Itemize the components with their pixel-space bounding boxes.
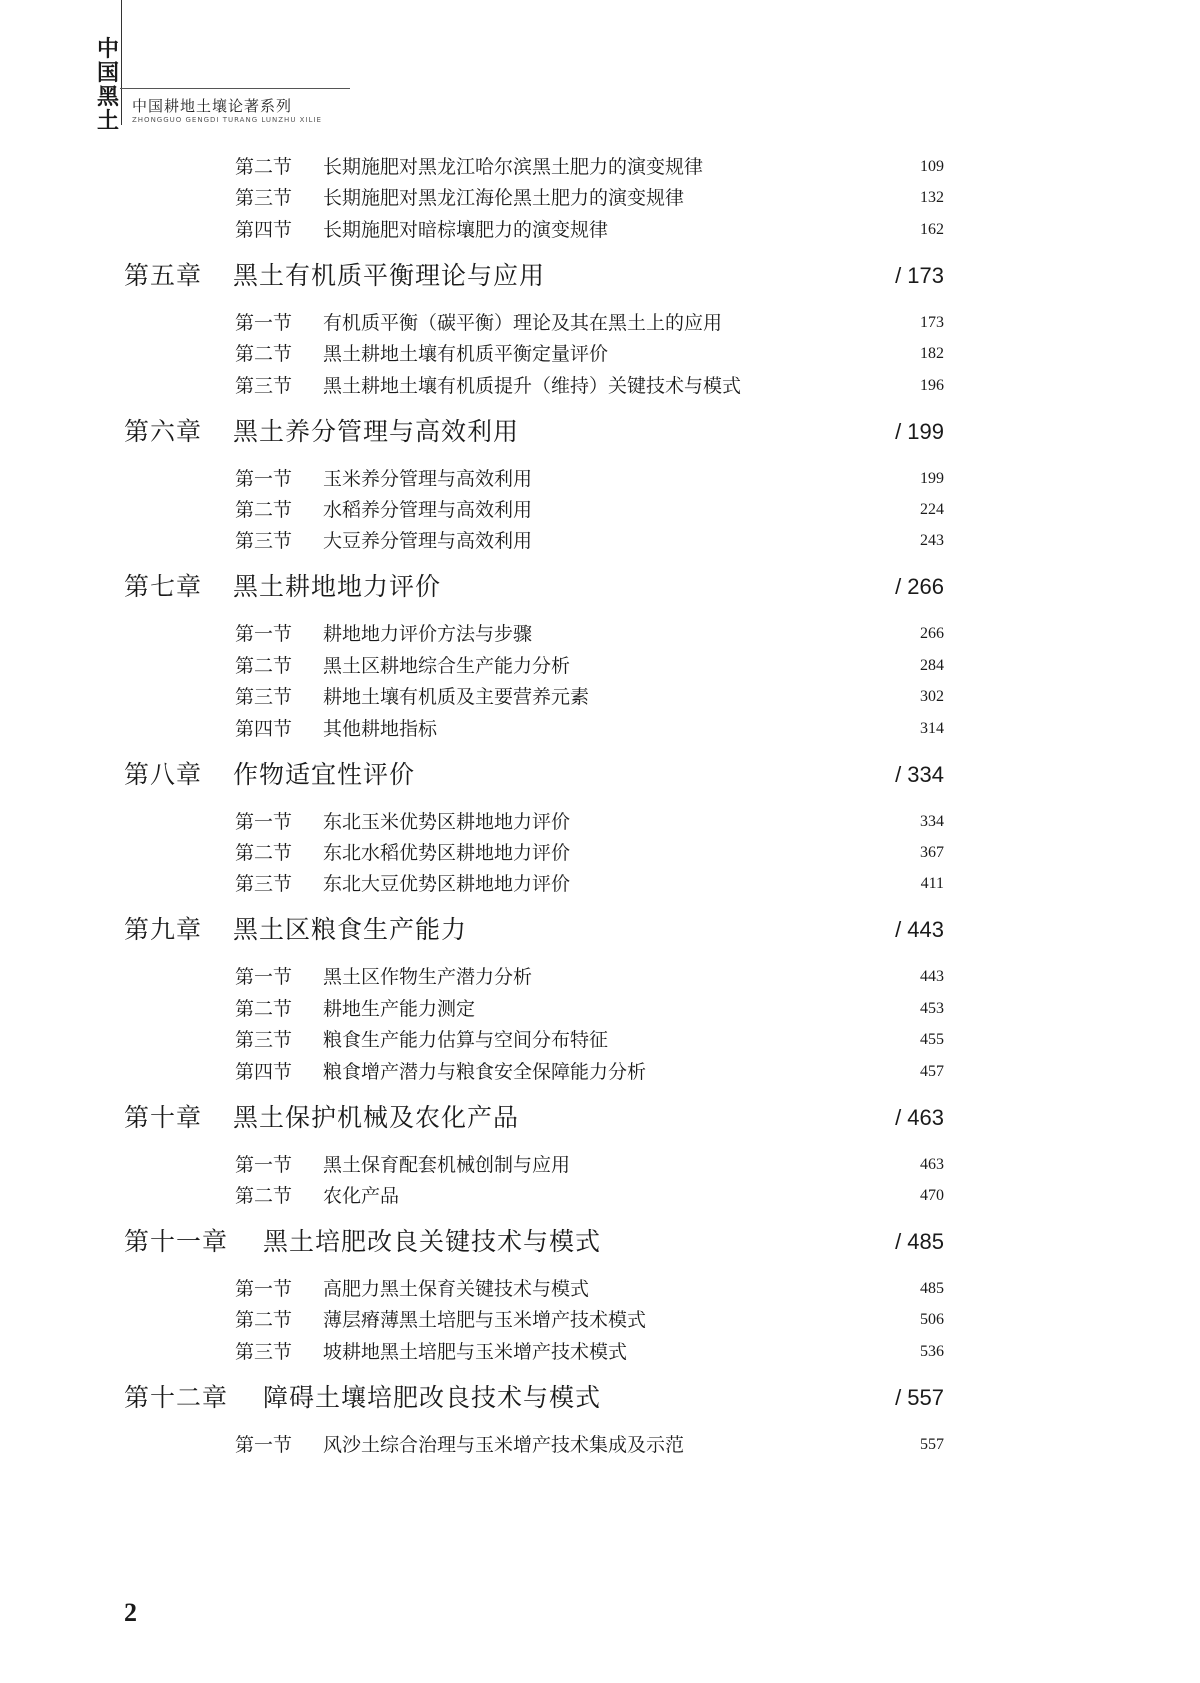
section-page-number: 367 <box>920 844 944 861</box>
section-title: 黑土耕地土壤有机质提升（维持）关键技术与模式 <box>323 374 742 397</box>
running-header <box>0 0 1200 134</box>
section-title: 粮食生产能力估算与空间分布特征 <box>323 1029 609 1052</box>
section-title: 其他耕地指标 <box>323 717 438 740</box>
series-vertical-title: 中国黑土 <box>96 37 119 134</box>
section-page-number: 455 <box>920 1031 944 1049</box>
chapter-number: 第十章 <box>124 1102 203 1132</box>
section-title: 黑土区作物生产潜力分析 <box>323 966 533 989</box>
section-number: 第二节 <box>235 156 293 178</box>
section-page-number: 109 <box>920 158 944 175</box>
section-title: 农化产品 <box>323 1185 400 1207</box>
series-pinyin: ZHONGGUO GENGDI TURANG LUNZHU XILIE <box>132 116 322 124</box>
section-title: 水稻养分管理与高效利用 <box>323 499 533 521</box>
chapter-page-number: / 266 <box>895 574 944 600</box>
section-page-number: 243 <box>920 532 944 550</box>
section-page-number: 196 <box>920 376 944 394</box>
section-title: 长期施肥对暗棕壤肥力的演变规律 <box>323 218 609 241</box>
section-title: 玉米养分管理与高效利用 <box>323 467 533 490</box>
section-number: 第三节 <box>235 530 293 553</box>
section-page-number: 506 <box>920 1311 944 1329</box>
section-title: 东北水稻优势区耕地地力评价 <box>323 842 571 864</box>
section-title: 东北大豆优势区耕地地力评价 <box>323 873 571 896</box>
section-page-number: 314 <box>920 719 944 737</box>
section-number: 第二节 <box>235 997 293 1020</box>
section-number: 第一节 <box>235 623 293 646</box>
section-title: 黑土区耕地综合生产能力分析 <box>323 654 571 677</box>
section-number: 第三节 <box>235 1340 293 1363</box>
chapter-number: 第十一章 <box>124 1227 229 1256</box>
section-number: 第二节 <box>235 654 293 677</box>
section-number: 第一节 <box>235 1278 293 1300</box>
series-title: 中国耕地土壤论著系列 <box>132 97 293 115</box>
section-number: 第二节 <box>235 1185 293 1207</box>
section-number: 第一节 <box>235 1153 293 1176</box>
section-page-number: 182 <box>920 345 944 363</box>
section-page-number: 266 <box>920 625 944 643</box>
section-page-number: 162 <box>920 220 944 238</box>
chapter-page-number: / 199 <box>895 418 944 444</box>
chapter-number: 第九章 <box>124 915 203 945</box>
chapter-title: 障碍土壤培肥改良技术与模式 <box>263 1382 602 1412</box>
page-number: 2 <box>124 1598 137 1627</box>
section-title: 薄层瘠薄黑土培肥与玉米增产技术模式 <box>323 1309 647 1332</box>
section-title: 长期施肥对黑龙江哈尔滨黑土肥力的演变规律 <box>323 156 704 178</box>
section-number: 第一节 <box>235 467 293 490</box>
chapter-title: 黑土保护机械及农化产品 <box>233 1102 520 1132</box>
chapter-title: 黑土耕地地力评价 <box>233 572 442 602</box>
chapter-title: 作物适宜性评价 <box>233 759 416 789</box>
section-page-number: 557 <box>920 1435 944 1453</box>
section-title: 风沙土综合治理与玉米增产技术集成及示范 <box>323 1433 685 1456</box>
section-number: 第四节 <box>235 717 293 740</box>
section-title: 耕地土壤有机质及主要营养元素 <box>323 686 590 709</box>
section-page-number: 457 <box>920 1062 944 1080</box>
section-page-number: 284 <box>920 656 944 674</box>
chapter-page-number: / 334 <box>895 761 944 787</box>
section-title: 大豆养分管理与高效利用 <box>323 530 533 553</box>
section-number: 第三节 <box>235 187 293 210</box>
section-number: 第二节 <box>235 499 293 521</box>
section-number: 第三节 <box>235 1029 293 1052</box>
section-page-number: 463 <box>920 1155 944 1173</box>
section-number: 第三节 <box>235 873 293 896</box>
section-page-number: 224 <box>920 501 944 518</box>
section-title: 东北玉米优势区耕地地力评价 <box>323 810 571 833</box>
section-title: 粮食增产潜力与粮食安全保障能力分析 <box>323 1060 647 1083</box>
chapter-number: 第六章 <box>124 416 203 446</box>
chapter-title: 黑土区粮食生产能力 <box>233 915 468 945</box>
chapter-title: 黑土培肥改良关键技术与模式 <box>263 1227 602 1256</box>
section-page-number: 302 <box>920 688 944 706</box>
section-number: 第一节 <box>235 966 293 989</box>
section-title: 黑土耕地土壤有机质平衡定量评价 <box>323 343 609 366</box>
chapter-title: 黑土有机质平衡理论与应用 <box>233 260 546 290</box>
chapter-number: 第十二章 <box>124 1382 229 1412</box>
chapter-number: 第七章 <box>124 572 203 602</box>
section-title: 坡耕地黑土培肥与玉米增产技术模式 <box>323 1340 628 1363</box>
chapter-page-number: / 463 <box>895 1104 944 1130</box>
section-title: 耕地地力评价方法与步骤 <box>323 623 533 646</box>
section-title: 耕地生产能力测定 <box>323 997 476 1020</box>
section-number: 第一节 <box>235 810 293 833</box>
chapter-page-number: / 557 <box>895 1384 944 1410</box>
chapter-page-number: / 443 <box>895 917 944 943</box>
section-title: 高肥力黑土保育关键技术与模式 <box>323 1278 590 1300</box>
header-vertical-rule <box>121 0 122 125</box>
section-page-number: 199 <box>920 469 944 487</box>
section-number: 第三节 <box>235 686 293 709</box>
header-horizontal-rule <box>120 88 350 89</box>
section-number: 第二节 <box>235 842 293 864</box>
section-number: 第一节 <box>235 311 293 334</box>
section-page-number: 411 <box>920 875 944 893</box>
chapter-page-number: / 173 <box>895 262 944 288</box>
chapter-number: 第八章 <box>124 759 203 789</box>
section-page-number: 453 <box>920 999 944 1017</box>
chapter-title: 黑土养分管理与高效利用 <box>233 416 520 446</box>
section-page-number: 536 <box>920 1342 944 1360</box>
section-page-number: 443 <box>920 968 944 986</box>
section-title: 黑土保育配套机械创制与应用 <box>323 1153 571 1176</box>
section-number: 第三节 <box>235 374 293 397</box>
section-number: 第四节 <box>235 218 293 241</box>
section-number: 第四节 <box>235 1060 293 1083</box>
chapter-page-number: / 485 <box>895 1229 944 1254</box>
section-page-number: 334 <box>920 812 944 830</box>
section-title: 有机质平衡（碳平衡）理论及其在黑土上的应用 <box>323 311 723 334</box>
chapter-number: 第五章 <box>124 260 203 290</box>
section-number: 第一节 <box>235 1433 293 1456</box>
section-number: 第二节 <box>235 343 293 366</box>
section-page-number: 173 <box>920 313 944 331</box>
section-page-number: 132 <box>920 189 944 207</box>
section-title: 长期施肥对黑龙江海伦黑土肥力的演变规律 <box>323 187 685 210</box>
section-page-number: 470 <box>920 1187 944 1204</box>
section-page-number: 485 <box>920 1280 944 1297</box>
section-number: 第二节 <box>235 1309 293 1332</box>
